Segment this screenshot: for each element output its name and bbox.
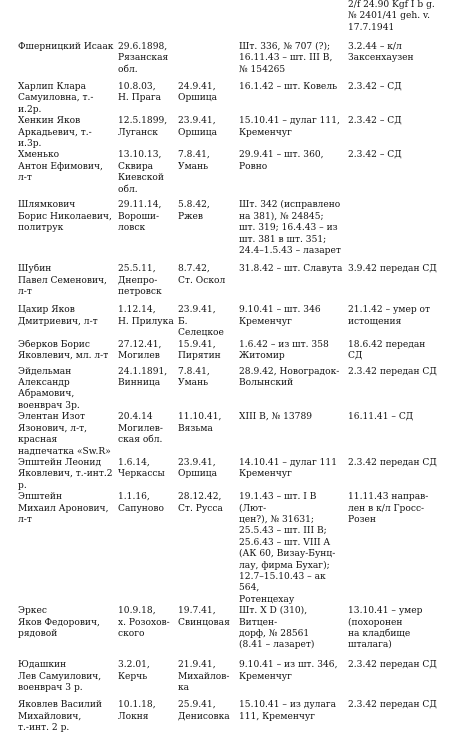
birth-info: 29.11.14, Вороши- ловск <box>118 200 162 234</box>
fate-info: 11.11.43 направ- лен в к/л Гросс- Розен <box>348 492 429 525</box>
camp-history: Шт. X D (310), Витцен- дорф, № 28561 (8.41 – лазарет) <box>239 606 315 651</box>
camp-history: 29.9.41 – шт. 360, Ровно <box>239 150 324 172</box>
capture-info: 8.7.42, Ст. Оскол <box>178 264 226 286</box>
fate-info: 16.11.41 – СД <box>348 412 414 423</box>
birth-info: 29.6.1898, Рязанская обл. <box>118 42 169 75</box>
camp-history: 9.10.41 – шт. 346 Кременчуг <box>239 305 321 327</box>
capture-info <box>178 42 239 82</box>
birth-info: 1.12.14, Н. Прилука <box>118 305 174 327</box>
capture-info: 11.10.41, Вязьма <box>178 412 222 434</box>
table-row <box>13 412 470 458</box>
fate-info: 2.3.42 – СД <box>348 116 402 127</box>
person-name: Харлип Клара Самуиловна, т.-и.2р. <box>18 82 94 115</box>
fate-info: 18.6.42 передан СД <box>348 339 426 362</box>
fate-info: 2.3.42 передан СД <box>348 700 437 711</box>
table-row <box>13 200 470 264</box>
camp-history: 19.1.43 – шт. I B (Лют- цен?), № 31631; 25.5.43 – шт. III B; 25.6.43 – шт. VIII A (АК 60, Визау-Бунц- лау, фирма Бухаг); 12.7–15.10.43 – ак 564, Ротенцехау <box>239 492 336 605</box>
table-row <box>13 116 470 150</box>
person-name: Эйдельман Александр Абрамович, военврач 3р. <box>18 366 80 411</box>
capture-info: 23.9.41, Оршица <box>178 116 218 138</box>
person-name: Эркес Яков Федорович, рядовой <box>18 606 100 639</box>
table-row <box>13 82 470 116</box>
fate-info: 2.3.42 передан СД <box>348 457 437 468</box>
camp-history: Шт. 342 (исправлено на 381), № 24845; шт. 319; 16.4.43 – из шт. 381 в шт. 351; 24.4–1.5.43 – лазарет <box>239 200 341 257</box>
birth-info: 10.1.18, Локня <box>118 700 156 722</box>
capture-info: 7.8.41, Умань <box>178 150 210 172</box>
table-row <box>13 660 470 700</box>
table-row <box>13 42 470 82</box>
camp-history: 9.10.41 – из шт. 346, Кременчуг <box>239 660 338 682</box>
camp-history: 15.10.41 – дулаг 111, Кременчуг <box>239 116 340 138</box>
capture-info: 23.9.41, Б. Селецкое <box>178 305 224 339</box>
fate-info: 2.3.42 передан СД <box>348 660 437 671</box>
table-row <box>13 150 470 200</box>
birth-info: 3.2.01, Керчь <box>118 660 150 682</box>
table-row <box>13 492 470 606</box>
person-name: Эпштейн Леонид Яковлевич, т.-инт.2 р. <box>18 457 113 491</box>
continuation-note: 2/f 24.90 Kgf I b g. № 2401/41 geh. v. 17.7.1941 <box>348 0 435 33</box>
birth-info: 25.5.11, Днепро- петровск <box>118 264 162 298</box>
fate-info: 3.2.44 – к/л Заксенхаузен <box>348 42 414 64</box>
capture-info: 15.9.41, Пирятин <box>178 339 221 362</box>
capture-info: 25.9.41, Денисовка <box>178 700 230 722</box>
fate-info: 3.9.42 передан СД <box>348 264 437 275</box>
capture-info: 5.8.42, Ржев <box>178 200 210 222</box>
table-row <box>13 340 470 367</box>
table-row <box>13 700 470 740</box>
birth-info: 27.12.41, Могилев <box>118 339 162 362</box>
capture-info: 7.8.41, Умань <box>178 366 210 389</box>
table-row <box>13 458 470 492</box>
person-name: Элентан Изот Язонович, л-т, красная надпечатка «Sw.R» <box>18 412 111 457</box>
table-row <box>13 264 470 305</box>
person-name: Яковлев Василий Михайлович, т.-инт. 2 р. <box>18 700 102 733</box>
fate-info <box>346 200 470 264</box>
person-name: Шубин Павел Семенович, л-т <box>18 264 107 298</box>
capture-info: 21.9.41, Михайлов- ка <box>178 660 230 693</box>
capture-info: 19.7.41, Свинцовая <box>178 606 230 628</box>
camp-history: 14.10.41 – дулаг 111 Кременчуг <box>239 457 337 480</box>
person-name: Юдашкин Лев Самуилович, военврач 3 р. <box>18 660 102 693</box>
camp-history: 31.8.42 – шт. Славута <box>239 264 343 275</box>
person-name: Эпштейн Михаил Аронович, л-т <box>18 492 109 525</box>
person-name: Хенкин Яков Аркадьевич, т.-и.3р. <box>18 116 92 150</box>
table-row <box>13 606 470 660</box>
camp-history: 1.6.42 – из шт. 358 Житомир <box>239 339 329 362</box>
birth-info: 1.6.14, Черкассы <box>118 457 165 480</box>
camp-history: Шт. 336, № 707 (?); 16.11.43 – шт. III B, № 154265 <box>239 42 333 75</box>
person-name: Цахир Яков Дмитриевич, л-т <box>18 305 98 327</box>
person-name: Эберков Борис Яковлевич, мл. л-т <box>18 339 109 362</box>
camp-history: XIII B, № 13789 <box>239 412 313 423</box>
capture-info: 24.9.41, Оршица <box>178 82 218 104</box>
birth-info: 10.8.03, Н. Прага <box>118 82 162 104</box>
camp-history: 16.1.42 – шт. Ковель <box>239 82 338 92</box>
person-name: Фшерницкий Исаак <box>18 42 114 52</box>
birth-info: 12.5.1899, Луганск <box>118 116 168 138</box>
person-name: Хменько Антон Ефимович, л-т <box>18 150 103 184</box>
birth-info: 20.4.14 Могилев- ская обл. <box>118 412 163 446</box>
fate-info: 21.1.42 – умер от истощения <box>348 305 431 327</box>
capture-info: 23.9.41, Оршица <box>178 457 218 480</box>
fate-info: 2.3.42 – СД <box>348 150 402 161</box>
fate-info: 2.3.42 – СД <box>348 82 402 92</box>
table-row <box>13 305 470 339</box>
table-row <box>13 0 470 42</box>
records-table <box>13 0 470 740</box>
camp-history: 15.10.41 – из дулага 111, Кременчуг <box>239 700 337 722</box>
birth-info: 13.10.13, Сквира Киевской обл. <box>118 150 164 195</box>
fate-info: 2.3.42 передан СД <box>348 366 437 377</box>
birth-info: 10.9.18, х. Розохов- ского <box>118 606 170 639</box>
capture-info: 28.12.42, Ст. Русса <box>178 492 223 514</box>
camp-history: 28.9.42, Новоградок- Волынский <box>239 366 340 389</box>
birth-info: 24.1.1891, Винница <box>118 366 168 389</box>
table-row <box>13 367 470 413</box>
person-name: Шлямкович Борис Николаевич, политрук <box>18 200 112 234</box>
birth-info: 1.1.16, Сапуново <box>118 492 164 514</box>
fate-info: 13.10.41 – умер (похоронен на кладбище шталага) <box>348 606 423 651</box>
